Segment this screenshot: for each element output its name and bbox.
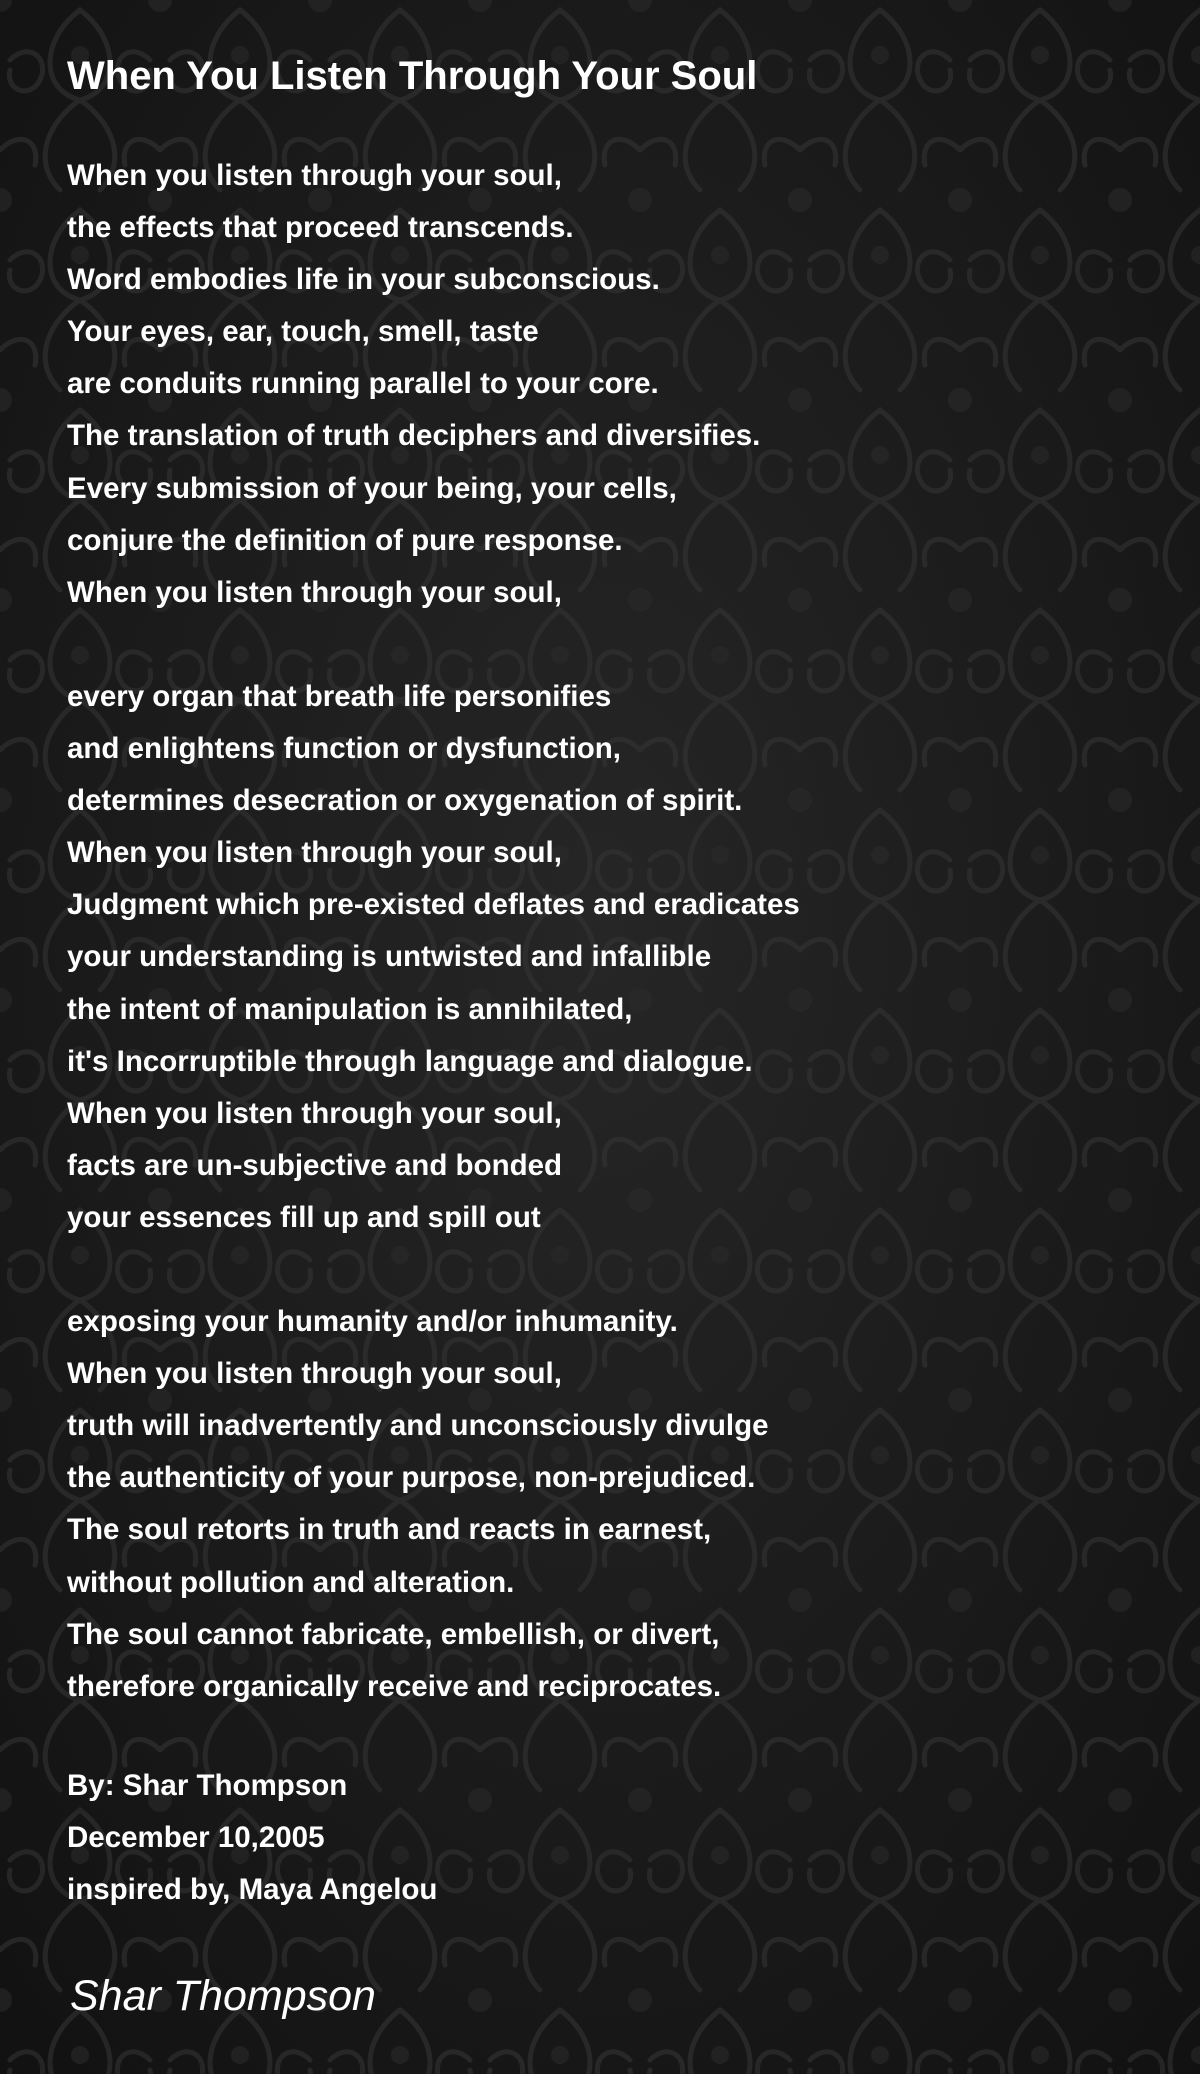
poem-line: truth will inadvertently and unconsciously divulge [67, 1409, 769, 1443]
stanza-3 [67, 1296, 1127, 1713]
poem-line: it's Incorruptible through language and dialogue. [67, 1044, 753, 1078]
poem-line: facts are un-subjective and bonded [67, 1148, 563, 1182]
poem-line: Word embodies life in your subconscious. [67, 263, 660, 297]
stanza-break [67, 1244, 1127, 1296]
poem-line: The soul retorts in truth and reacts in earnest, [67, 1513, 712, 1547]
poem-line: conjure the definition of pure response. [67, 523, 623, 557]
poem-line: the intent of manipulation is annihilated, [67, 992, 633, 1026]
poem-line: and enlightens function or dysfunction, [67, 732, 621, 766]
poem-line: without pollution and alteration. [67, 1565, 515, 1599]
poem-line: are conduits running parallel to your core. [67, 367, 659, 401]
author-signature: Shar Thompson [70, 1972, 376, 2020]
stanza-1 [67, 150, 1127, 619]
poem-line: Your eyes, ear, touch, smell, taste [67, 315, 539, 349]
poem-title: When You Listen Through Your Soul [67, 54, 758, 98]
poem-line: the effects that proceed transcends. [67, 211, 574, 245]
author-credit: By: Shar Thompson [67, 1769, 348, 1802]
poem-line: exposing your humanity and/or inhumanity. [67, 1305, 678, 1339]
stanza-2 [67, 671, 1127, 1244]
poem-line: therefore organically receive and reciprocates. [67, 1669, 722, 1703]
poem-line: your understanding is untwisted and infallible [67, 940, 712, 974]
poem-line: When you listen through your soul, [67, 159, 562, 192]
poem-line: The translation of truth deciphers and diversifies. [67, 419, 761, 453]
poem-line: determines desecration or oxygenation of spirit. [67, 784, 743, 818]
poem-line: When you listen through your soul, [67, 575, 562, 609]
inspiration-note: inspired by, Maya Angelou [67, 1873, 438, 1907]
poem-line: When you listen through your soul, [67, 1096, 562, 1130]
poem-line: your essences fill up and spill out [67, 1200, 541, 1234]
poem-byline [67, 1760, 437, 1916]
poem-date: December 10,2005 [67, 1821, 325, 1855]
poem-body [67, 150, 1127, 1713]
poem-line: Judgment which pre-existed deflates and eradicates [67, 888, 800, 922]
poem-line: The soul cannot fabricate, embellish, or divert, [67, 1617, 720, 1651]
poem-line: Every submission of your being, your cells, [67, 471, 677, 505]
stanza-break [67, 619, 1127, 671]
poem-line: the authenticity of your purpose, non-prejudiced. [67, 1461, 756, 1495]
poem-line: every organ that breath life personifies [67, 679, 612, 713]
poem-line: When you listen through your soul, [67, 836, 562, 870]
poem-line: When you listen through your soul, [67, 1357, 562, 1391]
